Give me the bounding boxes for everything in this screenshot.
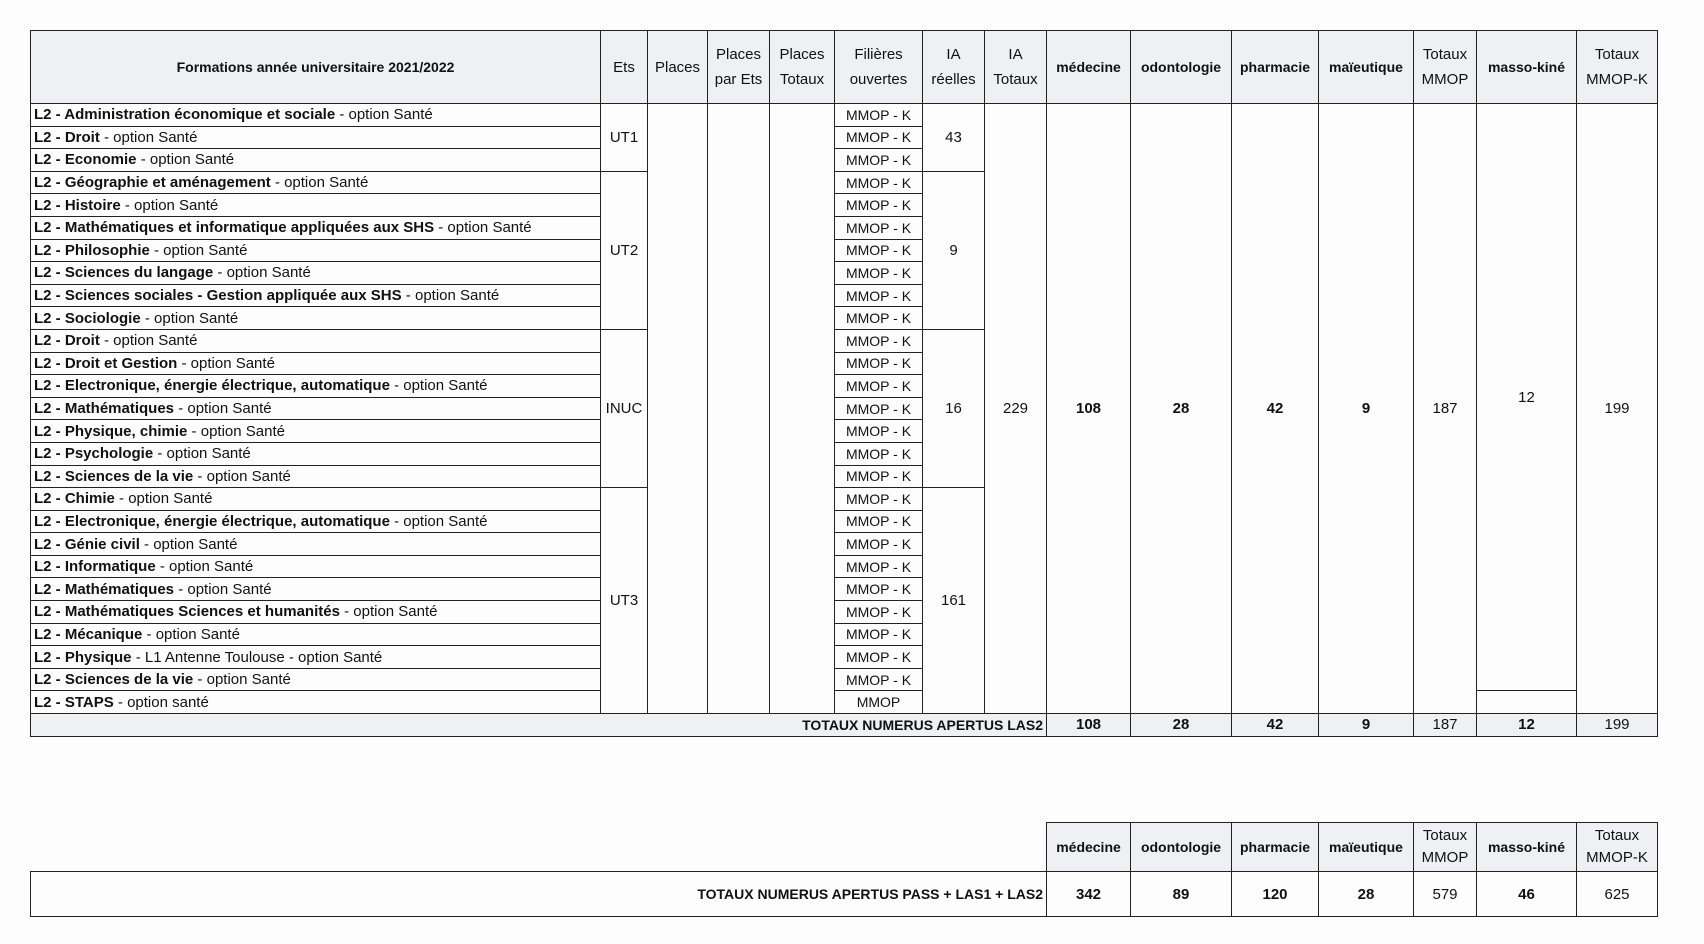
filiere-cell: MMOP - K bbox=[835, 126, 923, 149]
ets-cell: UT3 bbox=[601, 488, 648, 714]
formation-name: L2 - Administration économique et sociale bbox=[34, 106, 336, 124]
formation-name: L2 - Economie bbox=[34, 151, 137, 169]
filiere-cell: MMOP - K bbox=[835, 284, 923, 307]
formation-name: L2 - Droit bbox=[34, 332, 100, 350]
formation-name: L2 - Psychologie bbox=[34, 445, 154, 463]
sum-header-maieutique: maïeutique bbox=[1319, 823, 1414, 872]
formation-cell bbox=[31, 555, 601, 578]
filiere-cell: MMOP - K bbox=[835, 149, 923, 172]
header-totaux-mmop bbox=[1414, 31, 1477, 104]
header-masso-kine: masso-kiné bbox=[1477, 31, 1577, 104]
formation-cell bbox=[31, 601, 601, 624]
header-ia-totaux bbox=[985, 31, 1047, 104]
formation-name: L2 - Mécanique bbox=[34, 625, 143, 643]
formation-cell bbox=[31, 420, 601, 443]
grand-totals-row bbox=[31, 872, 1658, 917]
header-line: Totaux bbox=[779, 71, 825, 88]
formation-option: - option Santé bbox=[153, 445, 251, 463]
formation-option: - option Santé bbox=[389, 377, 488, 395]
formation-cell bbox=[31, 510, 601, 533]
formation-cell bbox=[31, 488, 601, 511]
sum-header-totaux-mmop bbox=[1414, 823, 1477, 872]
formation-name: L2 - Sciences de la vie bbox=[34, 467, 194, 485]
formation-cell bbox=[31, 578, 601, 601]
las2-pharmacie: 42 bbox=[1232, 714, 1319, 737]
las2-medecine: 108 bbox=[1047, 714, 1131, 737]
formation-option: - option Santé bbox=[120, 196, 219, 214]
header-line: IA bbox=[946, 46, 961, 63]
grand-medecine: 342 bbox=[1047, 872, 1131, 917]
formation-option: - option Santé bbox=[99, 332, 198, 350]
formation-name: L2 - Sciences du langage bbox=[34, 264, 214, 282]
formation-option: - option Santé bbox=[99, 128, 198, 146]
formation-name: L2 - Sociologie bbox=[34, 309, 141, 327]
grand-pharmacie: 120 bbox=[1232, 872, 1319, 917]
formation-option: - option Santé bbox=[174, 580, 272, 598]
formation-option: - option Santé bbox=[213, 264, 311, 282]
header-formations: Formations année universitaire 2021/2022 bbox=[31, 31, 601, 104]
formation-cell bbox=[31, 104, 601, 127]
header-places: Places bbox=[648, 31, 708, 104]
grand-masso-kine: 46 bbox=[1477, 872, 1577, 917]
formation-option: - option Santé bbox=[155, 558, 254, 576]
formation-option: - option santé bbox=[113, 693, 209, 711]
las2-maieutique: 9 bbox=[1319, 714, 1414, 737]
formation-option: - option Santé bbox=[339, 603, 438, 621]
header-line: ouvertes bbox=[849, 71, 908, 88]
formation-cell bbox=[31, 352, 601, 375]
formation-name: L2 - Droit bbox=[34, 128, 100, 146]
formation-cell bbox=[31, 216, 601, 239]
filiere-cell: MMOP bbox=[835, 691, 923, 714]
filiere-cell: MMOP - K bbox=[835, 104, 923, 127]
ia-reelles-cell: 16 bbox=[923, 329, 985, 487]
formation-name: L2 - Géographie et aménagement bbox=[34, 174, 271, 192]
formation-option: - option Santé bbox=[193, 671, 291, 689]
filiere-cell: MMOP - K bbox=[835, 329, 923, 352]
ia-totaux-cell: 229 bbox=[985, 104, 1047, 714]
filiere-cell: MMOP - K bbox=[835, 194, 923, 217]
medecine-cell: 108 bbox=[1047, 104, 1131, 714]
formation-name: L2 - Mathématiques bbox=[34, 400, 175, 418]
las2-totals-label: TOTAUX NUMERUS APERTUS LAS2 bbox=[31, 714, 1047, 737]
filiere-cell: MMOP - K bbox=[835, 465, 923, 488]
formation-name: L2 - Mathématiques bbox=[34, 580, 175, 598]
formation-name: L2 - Informatique bbox=[34, 558, 156, 576]
filiere-cell: MMOP - K bbox=[835, 668, 923, 691]
formation-name: L2 - Génie civil bbox=[34, 535, 140, 553]
filiere-cell: MMOP - K bbox=[835, 488, 923, 511]
header-ia-reelles bbox=[923, 31, 985, 104]
grand-odontologie: 89 bbox=[1131, 872, 1232, 917]
filiere-cell: MMOP - K bbox=[835, 171, 923, 194]
formation-cell bbox=[31, 284, 601, 307]
ets-cell: UT1 bbox=[601, 104, 648, 172]
filiere-cell: MMOP - K bbox=[835, 216, 923, 239]
las2-totaux-mmop: 187 bbox=[1414, 714, 1477, 737]
formation-option: - option Santé bbox=[389, 512, 488, 530]
ets-cell: INUC bbox=[601, 329, 648, 487]
formation-name: L2 - Sciences sociales - Gestion appliquée aux SHS bbox=[34, 287, 402, 305]
formation-option: - L1 Antenne Toulouse - option Santé bbox=[131, 648, 383, 666]
formation-option: - option Santé bbox=[434, 219, 532, 237]
header-places-par-ets bbox=[708, 31, 770, 104]
formation-cell bbox=[31, 533, 601, 556]
header-line: Places bbox=[715, 46, 762, 63]
grand-maieutique: 28 bbox=[1319, 872, 1414, 917]
header-line: Places bbox=[779, 46, 825, 63]
places-totaux-cell bbox=[770, 104, 835, 714]
header-filieres bbox=[835, 31, 923, 104]
header-line: Filières bbox=[854, 46, 903, 63]
formation-option: - option Santé bbox=[142, 625, 240, 643]
formation-option: - option Santé bbox=[139, 535, 238, 553]
totaux-mmop-cell: 187 bbox=[1414, 104, 1477, 714]
ets-cell: UT2 bbox=[601, 171, 648, 329]
formation-name: L2 - Droit et Gestion bbox=[34, 354, 178, 372]
formation-option: - option Santé bbox=[401, 287, 500, 305]
filiere-cell: MMOP - K bbox=[835, 623, 923, 646]
sum-header-totaux-mmopk bbox=[1577, 823, 1658, 872]
formation-name: L2 - Physique bbox=[34, 648, 132, 666]
formation-cell bbox=[31, 623, 601, 646]
formation-name: L2 - Histoire bbox=[34, 196, 121, 214]
filiere-cell: MMOP - K bbox=[835, 239, 923, 262]
formation-option: - option Santé bbox=[270, 174, 369, 192]
formation-cell bbox=[31, 149, 601, 172]
places-cell bbox=[648, 104, 708, 714]
formation-name: L2 - Sciences de la vie bbox=[34, 671, 194, 689]
header-ets: Ets bbox=[601, 31, 648, 104]
numerus-apertus-las2-table bbox=[30, 30, 1658, 737]
header-line: Totaux bbox=[1594, 827, 1640, 844]
formation-option: - option Santé bbox=[140, 309, 239, 327]
filiere-cell: MMOP - K bbox=[835, 601, 923, 624]
header-places-totaux bbox=[770, 31, 835, 104]
formation-cell bbox=[31, 375, 601, 398]
header-line: MMOP-K bbox=[1586, 849, 1648, 866]
masso-kine-empty-cell bbox=[1477, 691, 1577, 714]
header-line: Totaux bbox=[1594, 46, 1640, 63]
formation-name: L2 - Electronique, énergie électrique, automatique bbox=[34, 377, 390, 395]
formation-option: - option Santé bbox=[136, 151, 235, 169]
sum-header-odontologie: odontologie bbox=[1131, 823, 1232, 872]
grand-totals-table bbox=[30, 822, 1658, 917]
formation-cell bbox=[31, 262, 601, 285]
formation-cell bbox=[31, 442, 601, 465]
formation-cell bbox=[31, 239, 601, 262]
odontologie-cell: 28 bbox=[1131, 104, 1232, 714]
sum-header-masso-kine: masso-kiné bbox=[1477, 823, 1577, 872]
ia-reelles-cell: 43 bbox=[923, 104, 985, 172]
table-row bbox=[31, 104, 1658, 127]
formations-body bbox=[31, 104, 1658, 714]
header-line: Totaux bbox=[1422, 46, 1468, 63]
grand-totaux-mmop: 579 bbox=[1414, 872, 1477, 917]
formation-cell bbox=[31, 307, 601, 330]
formation-cell bbox=[31, 646, 601, 669]
ia-reelles-cell: 161 bbox=[923, 488, 985, 714]
filiere-cell: MMOP - K bbox=[835, 420, 923, 443]
header-line: par Ets bbox=[714, 71, 763, 88]
formation-cell bbox=[31, 397, 601, 420]
filiere-cell: MMOP - K bbox=[835, 262, 923, 285]
formation-name: L2 - Mathématiques Sciences et humanités bbox=[34, 603, 340, 621]
formation-cell bbox=[31, 329, 601, 352]
masso-kine-cell: 12 bbox=[1477, 104, 1577, 691]
las2-totaux-mmopk: 199 bbox=[1577, 714, 1658, 737]
formation-cell bbox=[31, 465, 601, 488]
filiere-cell: MMOP - K bbox=[835, 646, 923, 669]
filiere-cell: MMOP - K bbox=[835, 578, 923, 601]
places-par-ets-cell bbox=[708, 104, 770, 714]
formation-option: - option Santé bbox=[335, 106, 433, 124]
totaux-mmopk-cell: 199 bbox=[1577, 104, 1658, 714]
formation-name: L2 - Chimie bbox=[34, 490, 115, 508]
filiere-cell: MMOP - K bbox=[835, 442, 923, 465]
formation-name: L2 - Physique, chimie bbox=[34, 422, 188, 440]
header-odontologie: odontologie bbox=[1131, 31, 1232, 104]
filiere-cell: MMOP - K bbox=[835, 352, 923, 375]
grand-totaux-mmopk: 625 bbox=[1577, 872, 1658, 917]
formation-cell bbox=[31, 126, 601, 149]
header-pharmacie: pharmacie bbox=[1232, 31, 1319, 104]
filiere-cell: MMOP - K bbox=[835, 375, 923, 398]
formation-cell bbox=[31, 668, 601, 691]
filiere-cell: MMOP - K bbox=[835, 397, 923, 420]
formation-name: L2 - STAPS bbox=[34, 693, 114, 711]
grand-totals-header bbox=[31, 823, 1658, 872]
las2-odontologie: 28 bbox=[1131, 714, 1232, 737]
header-line: réelles bbox=[931, 71, 976, 88]
header-line: MMOP bbox=[1421, 849, 1469, 866]
formation-name: L2 - Philosophie bbox=[34, 241, 150, 259]
header-line: MMOP bbox=[1421, 71, 1469, 88]
formation-option: - option Santé bbox=[187, 422, 285, 440]
header-maieutique: maïeutique bbox=[1319, 31, 1414, 104]
blank-cell bbox=[31, 823, 1047, 872]
formation-cell bbox=[31, 194, 601, 217]
header-medecine: médecine bbox=[1047, 31, 1131, 104]
ia-reelles-cell: 9 bbox=[923, 171, 985, 329]
las2-totals-row bbox=[31, 714, 1658, 737]
formation-name: L2 - Electronique, énergie électrique, automatique bbox=[34, 512, 390, 530]
filiere-cell: MMOP - K bbox=[835, 555, 923, 578]
formation-cell bbox=[31, 171, 601, 194]
header-line: MMOP-K bbox=[1586, 71, 1648, 88]
grand-totals-label: TOTAUX NUMERUS APERTUS PASS + LAS1 + LAS2 bbox=[31, 872, 1047, 917]
filiere-cell: MMOP - K bbox=[835, 307, 923, 330]
formation-option: - option Santé bbox=[177, 354, 275, 372]
sum-header-medecine: médecine bbox=[1047, 823, 1131, 872]
formation-name: L2 - Mathématiques et informatique appliquées aux SHS bbox=[34, 219, 435, 237]
maieutique-cell: 9 bbox=[1319, 104, 1414, 714]
formation-option: - option Santé bbox=[193, 467, 291, 485]
header-line: Totaux bbox=[1422, 827, 1468, 844]
sum-header-pharmacie: pharmacie bbox=[1232, 823, 1319, 872]
filiere-cell: MMOP - K bbox=[835, 533, 923, 556]
header-row bbox=[31, 31, 1658, 104]
formation-option: - option Santé bbox=[174, 400, 272, 418]
header-line: Totaux bbox=[993, 71, 1038, 88]
filiere-cell: MMOP - K bbox=[835, 510, 923, 533]
formation-option: - option Santé bbox=[114, 490, 213, 508]
header-line: IA bbox=[1008, 46, 1023, 63]
formation-option: - option Santé bbox=[149, 241, 248, 259]
header-totaux-mmopk bbox=[1577, 31, 1658, 104]
formation-cell bbox=[31, 691, 601, 714]
las2-masso-kine: 12 bbox=[1477, 714, 1577, 737]
pharmacie-cell: 42 bbox=[1232, 104, 1319, 714]
